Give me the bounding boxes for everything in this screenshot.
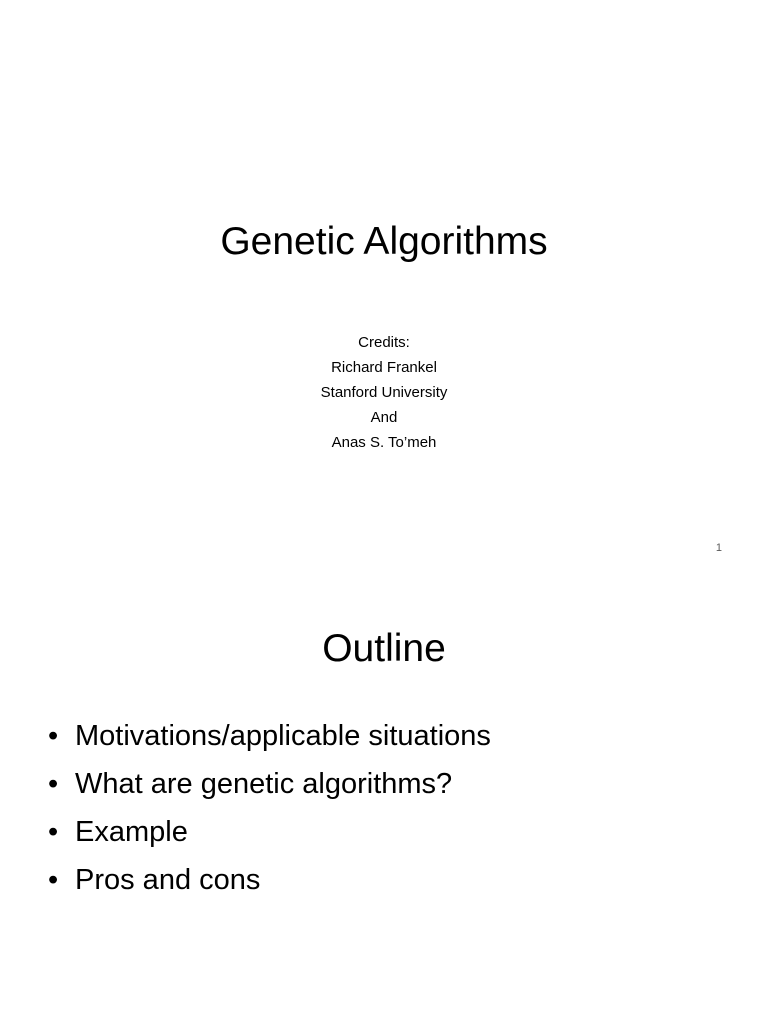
bullet-icon: •: [48, 816, 59, 848]
slide-title: Genetic Algorithms: [220, 220, 548, 263]
bullet-icon: •: [48, 768, 59, 800]
slide-number: 1: [715, 542, 722, 554]
list-item: [48, 760, 491, 808]
credits-block: [0, 330, 768, 455]
slide-title: Outline: [322, 627, 446, 670]
list-item-text: Motivations/applicable situations: [75, 720, 491, 752]
credit-line: Richard Frankel: [331, 359, 437, 376]
outline-list: [48, 712, 491, 904]
bullet-icon: •: [48, 864, 59, 896]
credits-label: Credits:: [358, 334, 410, 351]
bullet-icon: •: [48, 720, 59, 752]
list-item: [48, 712, 491, 760]
list-item-text: Pros and cons: [75, 864, 261, 896]
list-item: [48, 808, 491, 856]
list-item-text: What are genetic algorithms?: [75, 768, 453, 800]
credit-line: And: [370, 409, 398, 426]
list-item-text: Example: [75, 816, 188, 848]
list-item: [48, 856, 491, 904]
credit-line: Stanford University: [320, 384, 448, 401]
slide-2: [0, 576, 768, 1024]
credit-line: Anas S. To’meh: [331, 434, 437, 451]
